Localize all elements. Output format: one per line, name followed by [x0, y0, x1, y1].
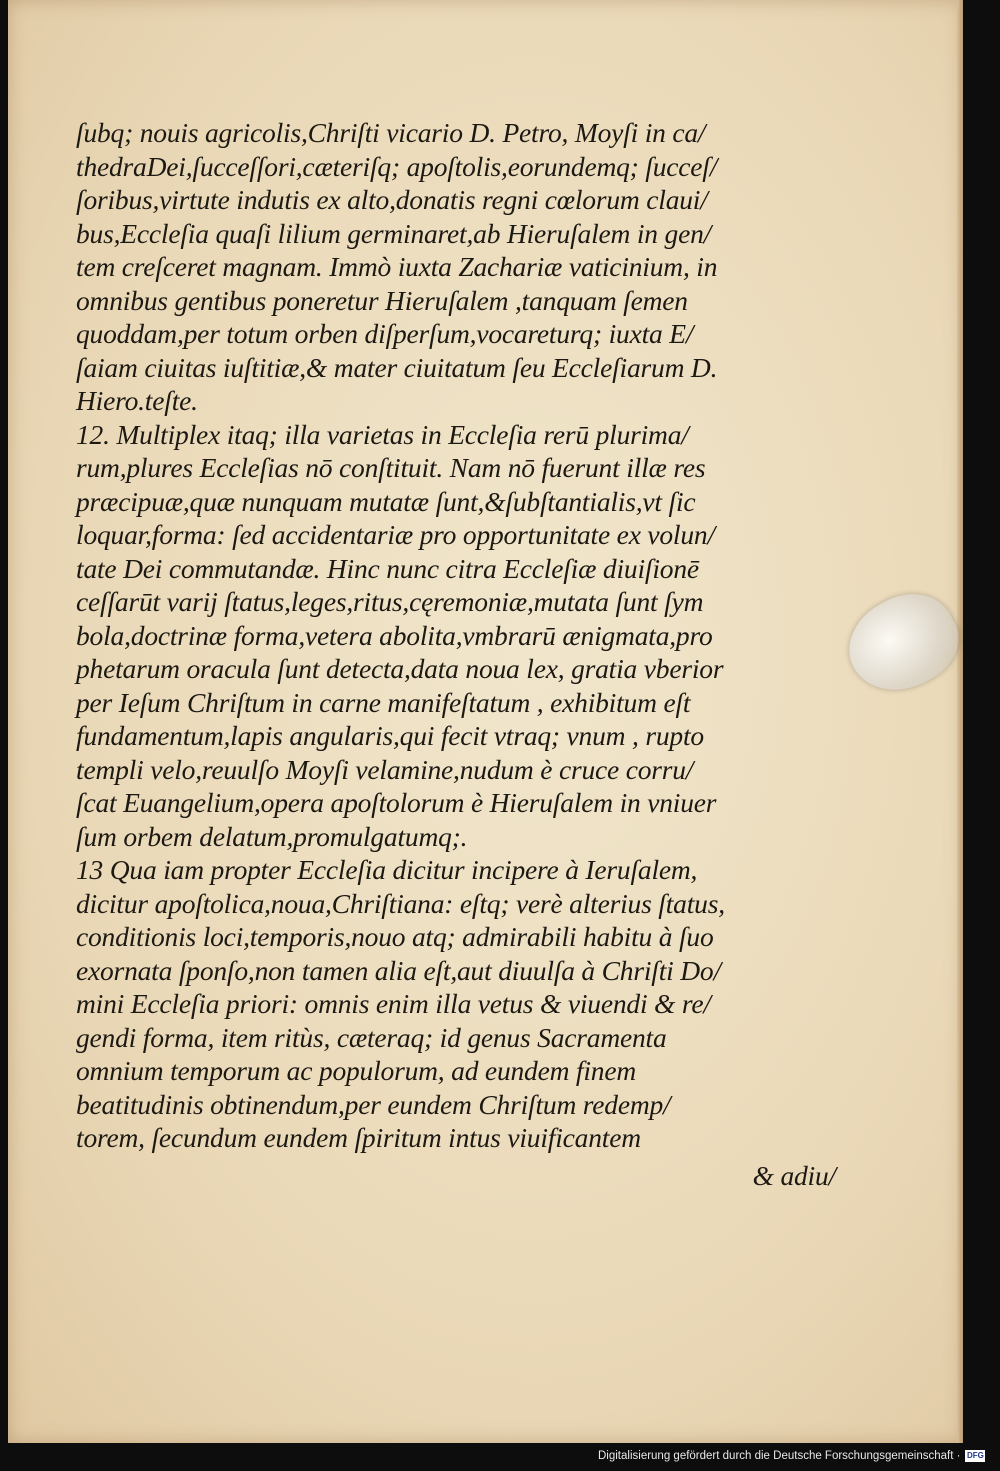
text-line: ſaiam ciuitas iuſtitiæ,& mater ciuitatum ſeu Eccleſiarum D.: [76, 351, 718, 383]
text-line: bus,Eccleſia quaſi lilium germinaret,ab Hieruſalem in gen/: [76, 217, 712, 249]
show-through-text: [648, 1168, 818, 1196]
text-line: bola,doctrinæ forma,vetera abolita,vmbrarū ænigmata,pro: [76, 619, 713, 651]
text-line: phetarum oracula ſunt detecta,data noua lex, gratia vberior: [76, 653, 724, 684]
text-line: thedraDei,ſucceſſori,cæteriſq; apoſtolis,eorundemq; ſucceſ/: [76, 150, 718, 182]
page-edge: [957, 0, 963, 1443]
text-line: ſum orbem delatum,promulgatumq;.: [76, 820, 468, 852]
text-line: ceſſarūt varij ſtatus,leges,ritus,cęremoniæ,mutata ſunt ſym: [76, 586, 704, 617]
text-line: beatitudinis obtinendum,per eundem Chriſtum redemp/: [76, 1088, 671, 1120]
text-line: 13 Qua iam propter Eccleſia dicitur incipere à Ieruſalem,: [76, 854, 698, 885]
catchword: & adiu/: [752, 1159, 836, 1191]
text-line: exornata ſponſo,non tamen alia eſt,aut diuulſa à Chriſti Do/: [76, 954, 721, 986]
text-line: gendi forma, item ritùs, cæteraq; id genus Sacramenta: [76, 1021, 667, 1053]
text-line: quoddam,per totum orben diſperſum,vocareturq; iuxta E/: [76, 318, 694, 349]
text-line: per Ieſum Chriſtum in carne manifeſtatum , exhibitum eſt: [76, 686, 691, 718]
text-line: omnium temporum ac populorum, ad eundem finem: [76, 1055, 637, 1086]
text-line: omnibus gentibus poneretur Hieruſalem ,tanquam ſemen: [76, 284, 688, 316]
text-line: mini Eccleſia priori: omnis enim illa vetus & viuendi & re/: [76, 988, 711, 1019]
text-line: loquar,forma: ſed accidentariæ pro opportunitate ex volun/: [76, 519, 715, 550]
text-line: dicitur apoſtolica,noua,Chriſtiana: eſtq; verè alterius ſtatus,: [76, 887, 725, 919]
text-line: Hiero.teſte.: [76, 385, 198, 416]
text-line: tate Dei commutandæ. Hinc nunc citra Eccleſiæ diuiſionē: [76, 552, 699, 584]
text-line: ſubq; nouis agricolis,Chriſti vicario D. Petro, Moyſi in ca/: [76, 117, 706, 148]
text-line: ſcat Euangelium,opera apoſtolorum è Hieruſalem in vniuer: [76, 787, 717, 818]
page-text: [76, 116, 836, 1192]
text-line: tem creſceret magnam. Immò iuxta Zachariæ vaticinium, in: [76, 251, 718, 282]
text-line: templi velo,reuulſo Moyſi velamine,nudum è cruce corru/: [76, 753, 694, 785]
footer: [598, 1446, 985, 1466]
text-line: 12. Multiplex itaq; illa varietas in Eccleſia rerū plurima/: [76, 418, 689, 450]
book-page: [8, 0, 963, 1443]
footer-text: Digitalisierung gefördert durch die Deutsche Forschungsgemeinschaft ·: [598, 1450, 961, 1462]
dfg-logo-icon: DFG: [966, 1451, 984, 1460]
text-line: ſoribus,virtute indutis ex alto,donatis regni cœlorum claui/: [76, 184, 708, 215]
text-line: præcipuæ,quæ nunquam mutatæ ſunt,&ſubſtantialis,vt ſic: [76, 485, 696, 517]
text-line: rum,plures Eccleſias nō conſtituit. Nam nō fuerunt illæ res: [76, 452, 706, 483]
text-line: conditionis loci,temporis,nouo atq; admirabili habitu à ſuo: [76, 921, 714, 952]
text-line: torem, ſecundum eundem ſpiritum intus viuificantem: [76, 1122, 641, 1153]
text-line: fundamentum,lapis angularis,qui fecit vtraq; vnum , rupto: [76, 720, 704, 751]
